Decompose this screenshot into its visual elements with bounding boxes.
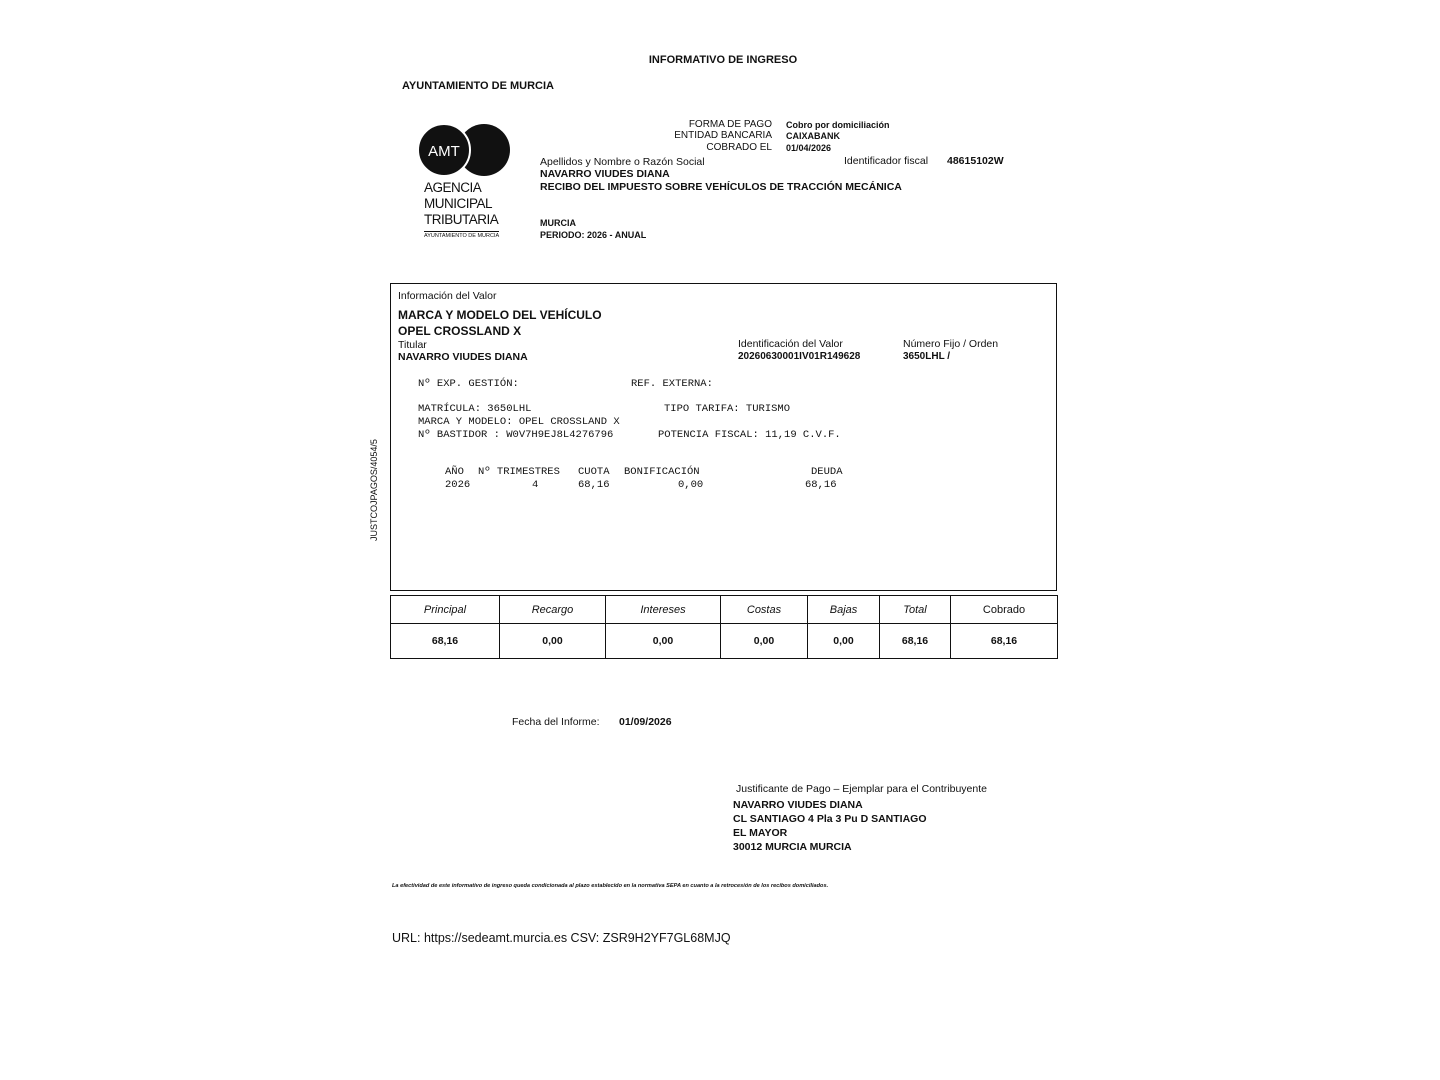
side-document-code: JUSTCOJPAGOS/4054/5 <box>369 439 379 541</box>
make-model-value: OPEL CROSSLAND X <box>398 324 522 338</box>
entidad-bancaria-value: CAIXABANK <box>786 131 840 141</box>
totals-value-intereses: 0,00 <box>606 624 721 659</box>
totals-value-cobrado: 68,16 <box>951 624 1058 659</box>
logo-line-municipal: MUNICIPAL <box>424 196 493 211</box>
taxpayer-name-label: Apellidos y Nombre o Razón Social <box>540 156 705 168</box>
address-line-1: NAVARRO VIUDES DIANA <box>733 799 863 811</box>
address-line-3: EL MAYOR <box>733 827 788 839</box>
period: PERIODO: 2026 - ANUAL <box>540 230 647 240</box>
value-id-label: Identificación del Valor <box>738 338 843 350</box>
sepa-disclaimer: La efectividad de este informativo de ingreso queda condicionada al plazo establecido en la normativa SEPA en cuanto a la retrocesión de los recibos domiciliados. <box>392 883 829 889</box>
logo-subtitle: AYUNTAMIENTO DE MURCIA <box>424 233 500 239</box>
titular-label: Titular <box>398 339 427 351</box>
detail-deuda: 68,16 <box>805 479 837 491</box>
totals-header-recargo: Recargo <box>500 596 606 624</box>
verification-url: URL: https://sedeamt.murcia.es CSV: ZSR9H2YF7GL68MJQ <box>392 931 731 945</box>
tipo-tarifa: TIPO TARIFA: TURISMO <box>664 403 791 415</box>
bastidor: Nº BASTIDOR : W0V7H9EJ8L4276796 <box>418 429 614 441</box>
report-date-label: Fecha del Informe: <box>512 716 600 728</box>
fiscal-id-value: 48615102W <box>947 155 1004 167</box>
matricula: MATRÍCULA: 3650LHL <box>418 403 532 415</box>
taxpayer-name: NAVARRO VIUDES DIANA <box>540 168 670 180</box>
detail-cuota: 68,16 <box>578 479 610 491</box>
totals-value-costas: 0,00 <box>721 624 808 659</box>
fixed-number-label: Número Fijo / Orden <box>903 338 999 350</box>
entidad-bancaria-label: ENTIDAD BANCARIA <box>674 130 772 141</box>
detail-trimestres: 4 <box>532 479 539 491</box>
totals-header-intereses: Intereses <box>606 596 721 624</box>
totals-header-cobrado: Cobrado <box>951 596 1058 624</box>
value-section-label: Información del Valor <box>398 290 497 302</box>
municipality: MURCIA <box>540 218 576 228</box>
address-line-4: 30012 MURCIA MURCIA <box>733 841 852 853</box>
detail-header-deuda: DEUDA <box>811 466 843 478</box>
totals-header-total: Total <box>880 596 951 624</box>
detail-header-anio: AÑO <box>445 466 464 478</box>
make-model-label: MARCA Y MODELO DEL VEHÍCULO <box>398 308 602 322</box>
report-date-value: 01/09/2026 <box>619 716 672 728</box>
detail-bonificacion: 0,00 <box>678 479 704 491</box>
potencia-fiscal: POTENCIA FISCAL: 11,19 C.V.F. <box>658 429 841 441</box>
totals-value-bajas: 0,00 <box>808 624 880 659</box>
forma-pago-value: Cobro por domiciliación <box>786 120 890 130</box>
logo-line-agencia: AGENCIA <box>424 180 482 195</box>
fiscal-id-label: Identificador fiscal <box>844 155 929 167</box>
amt-logo <box>416 122 516 242</box>
marca-modelo: MARCA Y MODELO: OPEL CROSSLAND X <box>418 416 620 428</box>
ref-externa: REF. EXTERNA: <box>631 378 713 390</box>
logo-line-tributaria: TRIBUTARIA <box>424 212 499 227</box>
detail-header-trimestres: Nº TRIMESTRES <box>478 466 560 478</box>
document-title: INFORMATIVO DE INGRESO <box>648 54 798 66</box>
forma-pago-label: FORMA DE PAGO <box>688 119 772 130</box>
detail-anio: 2026 <box>445 479 471 491</box>
fixed-number-value: 3650LHL / <box>903 351 951 362</box>
value-id: 20260630001IV01R149628 <box>738 351 861 362</box>
logo-abbr: AMT <box>428 143 460 160</box>
receipt-title: RECIBO DEL IMPUESTO SOBRE VEHÍCULOS DE TRACCIÓN MECÁNICA <box>540 181 902 193</box>
totals-value-total: 68,16 <box>880 624 951 659</box>
amt-logo-circles-icon <box>416 122 516 182</box>
cobrado-el-label: COBRADO EL <box>706 142 772 153</box>
justificante-label: Justificante de Pago – Ejemplar para el Contribuyente <box>736 783 987 795</box>
totals-value-recargo: 0,00 <box>500 624 606 659</box>
totals-header-costas: Costas <box>721 596 808 624</box>
totals-value-principal: 68,16 <box>391 624 500 659</box>
totals-table <box>390 595 1058 659</box>
exp-gestion: Nº EXP. GESTIÓN: <box>418 378 519 390</box>
value-information-box <box>390 283 1057 591</box>
detail-header-bonificacion: BONIFICACIÓN <box>624 466 700 478</box>
totals-values-row <box>391 624 1058 659</box>
totals-header-row <box>391 596 1058 624</box>
totals-header-bajas: Bajas <box>808 596 880 624</box>
issuer-name: AYUNTAMIENTO DE MURCIA <box>402 80 554 92</box>
titular-value: NAVARRO VIUDES DIANA <box>398 351 528 363</box>
address-line-2: CL SANTIAGO 4 Pla 3 Pu D SANTIAGO <box>733 813 927 825</box>
cobrado-el-value: 01/04/2026 <box>786 143 832 153</box>
detail-header-cuota: CUOTA <box>578 466 610 478</box>
totals-header-principal: Principal <box>391 596 500 624</box>
